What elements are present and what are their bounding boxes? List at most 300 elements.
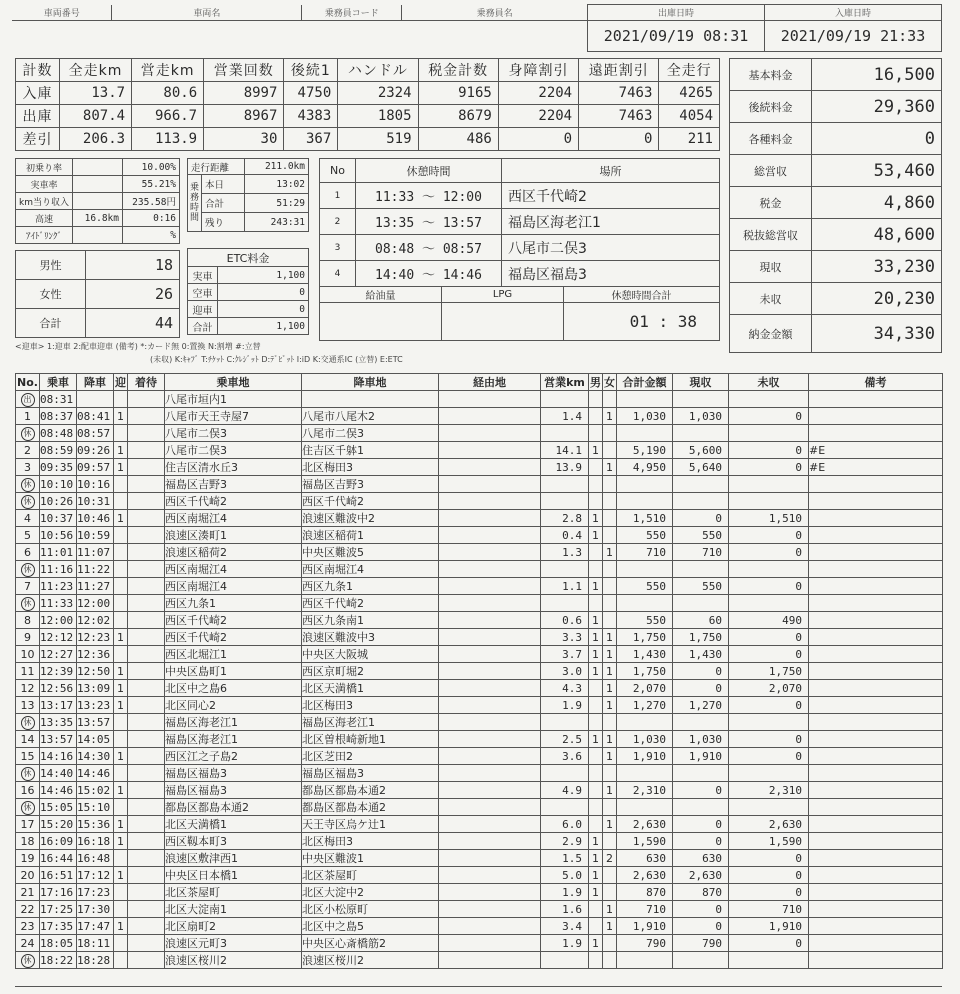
meter-header: 計数 xyxy=(16,59,60,82)
log-cell-to: 中央区心斎橋筋2 xyxy=(302,935,439,952)
log-cell-cash xyxy=(673,476,729,493)
log-cell-no: 6 xyxy=(16,544,40,561)
vehicle-name-label: 車両名 xyxy=(112,5,302,21)
log-cell-via xyxy=(439,918,541,935)
rest-stop-marker: 休 xyxy=(21,478,35,492)
lpg-label: LPG xyxy=(442,287,564,303)
log-cell-total: 1,030 xyxy=(617,408,673,425)
log-cell-un: 0 xyxy=(729,748,809,765)
log-cell-pick xyxy=(114,527,128,544)
log-cell-cash: 1,750 xyxy=(673,629,729,646)
log-cell-via xyxy=(439,748,541,765)
break-place: 西区千代崎2 xyxy=(502,183,720,209)
log-cell-no: 14 xyxy=(16,731,40,748)
log-cell-km: 0.6 xyxy=(541,612,589,629)
log-cell-cash: 550 xyxy=(673,527,729,544)
rate-label: km当り収入 xyxy=(16,193,73,210)
crew-code-label: 乗務員コード xyxy=(302,5,402,21)
log-cell-off: 12:02 xyxy=(77,612,114,629)
log-cell-un xyxy=(729,595,809,612)
meter-value: 2324 xyxy=(338,82,418,105)
log-cell-km: 4.3 xyxy=(541,680,589,697)
log-cell-km: 13.9 xyxy=(541,459,589,476)
log-cell-pick: 1 xyxy=(114,629,128,646)
passenger-label: 合計 xyxy=(16,309,86,338)
log-cell-km: 1.9 xyxy=(541,935,589,952)
log-cell-m xyxy=(589,799,603,816)
log-cell-un: 1,750 xyxy=(729,663,809,680)
log-cell-no xyxy=(16,493,40,510)
log-cell-on: 10:37 xyxy=(40,510,77,527)
log-cell-wait xyxy=(128,731,165,748)
log-cell-to: 北区芝田2 xyxy=(302,748,439,765)
break-total-value: 01 : 38 xyxy=(564,303,720,341)
log-cell-m xyxy=(589,816,603,833)
log-cell-note xyxy=(809,867,943,884)
log-cell-un xyxy=(729,476,809,493)
table-row xyxy=(16,561,943,578)
log-cell-un: 1,910 xyxy=(729,918,809,935)
table-row xyxy=(16,493,943,510)
log-cell-cash xyxy=(673,391,729,408)
log-cell-f xyxy=(603,425,617,442)
fare-row xyxy=(730,155,942,187)
crew-time-label: 乗務時間 xyxy=(188,175,202,232)
log-cell-cash: 1,430 xyxy=(673,646,729,663)
vehicle-number-label: 車両番号 xyxy=(12,5,112,21)
log-cell-no xyxy=(16,765,40,782)
rest-stop-marker: 休 xyxy=(21,495,35,509)
in-time-label: 入庫日時 xyxy=(765,5,942,21)
log-cell-cash: 0 xyxy=(673,782,729,799)
log-cell-via xyxy=(439,680,541,697)
log-cell-to: 北区天満橋1 xyxy=(302,680,439,697)
log-cell-to: 西区九条南1 xyxy=(302,612,439,629)
log-cell-on: 15:20 xyxy=(40,816,77,833)
log-cell-from: 西区千代崎2 xyxy=(165,612,302,629)
meter-value: 367 xyxy=(284,128,338,151)
log-cell-un xyxy=(729,391,809,408)
log-cell-un: 2,310 xyxy=(729,782,809,799)
distance-row-value: 51:29 xyxy=(244,194,309,213)
log-cell-km: 3.0 xyxy=(541,663,589,680)
rate-value: 10.00% xyxy=(122,159,179,176)
log-cell-on: 08:59 xyxy=(40,442,77,459)
log-cell-total: 870 xyxy=(617,884,673,901)
meter-value: 966.7 xyxy=(132,105,204,128)
etc-label: 空車 xyxy=(188,284,218,301)
meter-header: 遠距割引 xyxy=(579,59,659,82)
log-cell-f: 1 xyxy=(603,408,617,425)
log-cell-from: 福島区海老江1 xyxy=(165,731,302,748)
log-cell-km: 6.0 xyxy=(541,816,589,833)
log-cell-off: 14:46 xyxy=(77,765,114,782)
log-cell-off: 16:18 xyxy=(77,833,114,850)
log-cell-from: 北区同心2 xyxy=(165,697,302,714)
log-cell-un xyxy=(729,425,809,442)
distance-value: 211.0km xyxy=(244,159,309,175)
log-cell-f xyxy=(603,867,617,884)
log-cell-to: 都島区都島本通2 xyxy=(302,782,439,799)
log-cell-total: 550 xyxy=(617,612,673,629)
log-cell-total xyxy=(617,476,673,493)
table-row xyxy=(16,765,943,782)
log-cell-cash xyxy=(673,952,729,969)
log-cell-km xyxy=(541,493,589,510)
log-cell-total: 1,590 xyxy=(617,833,673,850)
log-cell-to: 八尾市八尾木2 xyxy=(302,408,439,425)
log-cell-total: 1,270 xyxy=(617,697,673,714)
fare-row xyxy=(730,283,942,315)
log-cell-no: 5 xyxy=(16,527,40,544)
log-cell-pick xyxy=(114,646,128,663)
log-cell-no: 17 xyxy=(16,816,40,833)
log-cell-f: 1 xyxy=(603,731,617,748)
log-cell-to: 北区大淀中2 xyxy=(302,884,439,901)
log-cell-f xyxy=(603,391,617,408)
log-cell-f xyxy=(603,884,617,901)
break-time: 11:33 ～ 12:00 xyxy=(356,183,502,209)
log-cell-pick xyxy=(114,765,128,782)
log-cell-on: 10:56 xyxy=(40,527,77,544)
log-cell-total: 1,750 xyxy=(617,629,673,646)
log-cell-off: 08:41 xyxy=(77,408,114,425)
meter-row xyxy=(16,128,720,151)
log-cell-from: 西区南堀江4 xyxy=(165,578,302,595)
log-cell-km: 3.7 xyxy=(541,646,589,663)
log-cell-from: 北区茶屋町 xyxy=(165,884,302,901)
table-row xyxy=(16,816,943,833)
log-cell-f xyxy=(603,476,617,493)
log-header: 営業km xyxy=(541,374,589,391)
log-cell-wait xyxy=(128,935,165,952)
log-cell-pick xyxy=(114,884,128,901)
log-cell-note xyxy=(809,646,943,663)
break-no: 2 xyxy=(320,209,356,235)
log-cell-wait xyxy=(128,527,165,544)
log-cell-note xyxy=(809,561,943,578)
rate-extra xyxy=(72,227,122,244)
log-cell-cash xyxy=(673,799,729,816)
log-cell-off: 10:16 xyxy=(77,476,114,493)
log-cell-pick xyxy=(114,425,128,442)
log-cell-wait xyxy=(128,901,165,918)
log-cell-m xyxy=(589,714,603,731)
log-cell-note xyxy=(809,663,943,680)
log-cell-off: 12:50 xyxy=(77,663,114,680)
meter-value: 807.4 xyxy=(60,105,132,128)
log-cell-from: 西区千代崎2 xyxy=(165,493,302,510)
log-cell-via xyxy=(439,459,541,476)
rate-extra xyxy=(72,193,122,210)
log-cell-km: 3.4 xyxy=(541,918,589,935)
log-cell-m xyxy=(589,595,603,612)
log-cell-f xyxy=(603,510,617,527)
log-cell-m: 1 xyxy=(589,646,603,663)
log-cell-un: 0 xyxy=(729,731,809,748)
log-cell-to: 北区小松原町 xyxy=(302,901,439,918)
log-cell-to: 中央区難波5 xyxy=(302,544,439,561)
log-cell-total: 2,630 xyxy=(617,867,673,884)
log-cell-off: 12:23 xyxy=(77,629,114,646)
log-cell-f xyxy=(603,442,617,459)
log-cell-cash: 790 xyxy=(673,935,729,952)
table-row xyxy=(16,629,943,646)
log-cell-on: 18:22 xyxy=(40,952,77,969)
fare-row xyxy=(730,219,942,251)
log-cell-to: 中央区大阪城 xyxy=(302,646,439,663)
table-row xyxy=(16,578,943,595)
log-cell-wait xyxy=(128,867,165,884)
log-cell-f: 1 xyxy=(603,629,617,646)
log-cell-note xyxy=(809,391,943,408)
passenger-value: 26 xyxy=(86,280,180,309)
log-cell-un: 490 xyxy=(729,612,809,629)
meters-block xyxy=(15,58,720,151)
log-cell-total xyxy=(617,595,673,612)
log-header: 乗車地 xyxy=(165,374,302,391)
log-cell-pick xyxy=(114,731,128,748)
meter-value: 0 xyxy=(579,128,659,151)
meter-value: 4750 xyxy=(284,82,338,105)
log-cell-from: 浪速区元町3 xyxy=(165,935,302,952)
log-cell-off: 12:36 xyxy=(77,646,114,663)
log-cell-cash: 1,030 xyxy=(673,408,729,425)
log-cell-total: 1,910 xyxy=(617,748,673,765)
log-cell-to: 北区中之島5 xyxy=(302,918,439,935)
break-no: 4 xyxy=(320,261,356,287)
log-cell-f xyxy=(603,935,617,952)
log-cell-no xyxy=(16,714,40,731)
log-cell-m: 1 xyxy=(589,629,603,646)
passenger-block xyxy=(15,250,180,338)
log-cell-off: 09:26 xyxy=(77,442,114,459)
log-cell-f: 1 xyxy=(603,901,617,918)
log-cell-off: 18:11 xyxy=(77,935,114,952)
etc-row xyxy=(188,284,309,301)
log-cell-wait xyxy=(128,544,165,561)
log-cell-off: 17:12 xyxy=(77,867,114,884)
log-cell-cash: 0 xyxy=(673,901,729,918)
fuel-value xyxy=(320,303,442,341)
log-cell-total xyxy=(617,765,673,782)
log-cell-via xyxy=(439,663,541,680)
log-cell-m xyxy=(589,425,603,442)
fare-label: 後続料金 xyxy=(730,91,812,123)
log-cell-f: 1 xyxy=(603,544,617,561)
log-cell-off: 11:27 xyxy=(77,578,114,595)
log-cell-cash: 1,270 xyxy=(673,697,729,714)
log-cell-no: 21 xyxy=(16,884,40,901)
log-cell-pick xyxy=(114,578,128,595)
log-cell-m xyxy=(589,748,603,765)
log-cell-wait xyxy=(128,459,165,476)
log-cell-pick: 1 xyxy=(114,867,128,884)
log-cell-note xyxy=(809,425,943,442)
log-cell-to: 中央区難波1 xyxy=(302,850,439,867)
distance-block xyxy=(187,158,309,232)
log-cell-cash: 60 xyxy=(673,612,729,629)
log-cell-pick xyxy=(114,935,128,952)
table-row xyxy=(16,901,943,918)
log-cell-m: 1 xyxy=(589,884,603,901)
log-cell-on: 16:44 xyxy=(40,850,77,867)
log-cell-on: 09:35 xyxy=(40,459,77,476)
passenger-row xyxy=(16,251,180,280)
log-cell-total xyxy=(617,799,673,816)
log-cell-from: 北区扇町2 xyxy=(165,918,302,935)
log-cell-m xyxy=(589,561,603,578)
log-cell-pick xyxy=(114,561,128,578)
log-cell-on: 12:27 xyxy=(40,646,77,663)
rates-block xyxy=(15,158,180,244)
meter-value: 211 xyxy=(659,128,720,151)
break-row xyxy=(320,183,720,209)
log-cell-from: 八尾市垣内1 xyxy=(165,391,302,408)
meter-value: 1805 xyxy=(338,105,418,128)
rate-row xyxy=(16,210,180,227)
log-cell-f: 1 xyxy=(603,646,617,663)
log-cell-no: 15 xyxy=(16,748,40,765)
log-cell-cash xyxy=(673,714,729,731)
log-cell-f: 1 xyxy=(603,697,617,714)
log-cell-to: 八尾市二俣3 xyxy=(302,425,439,442)
log-cell-km xyxy=(541,952,589,969)
log-cell-cash: 1,030 xyxy=(673,731,729,748)
log-cell-via xyxy=(439,697,541,714)
log-cell-to: 西区京町堀2 xyxy=(302,663,439,680)
table-row xyxy=(16,697,943,714)
fare-row xyxy=(730,91,942,123)
log-cell-total: 2,630 xyxy=(617,816,673,833)
table-row xyxy=(16,833,943,850)
passenger-value: 44 xyxy=(86,309,180,338)
log-header: 経由地 xyxy=(439,374,541,391)
log-cell-note xyxy=(809,748,943,765)
log-cell-pick xyxy=(114,476,128,493)
log-cell-m: 1 xyxy=(589,442,603,459)
log-cell-no: 13 xyxy=(16,697,40,714)
breaks-header-row xyxy=(320,159,720,183)
table-row xyxy=(16,867,943,884)
log-cell-total: 2,070 xyxy=(617,680,673,697)
log-cell-cash: 710 xyxy=(673,544,729,561)
log-cell-via xyxy=(439,901,541,918)
log-cell-off: 17:23 xyxy=(77,884,114,901)
log-cell-pick: 1 xyxy=(114,816,128,833)
log-header: No. xyxy=(17,375,38,389)
log-cell-note xyxy=(809,816,943,833)
table-row xyxy=(16,646,943,663)
breaks-header: 休憩時間 xyxy=(356,159,502,183)
break-time: 14:40 ～ 14:46 xyxy=(356,261,502,287)
log-cell-off: 10:31 xyxy=(77,493,114,510)
log-cell-wait xyxy=(128,833,165,850)
meter-header: 全走km xyxy=(60,59,132,82)
log-cell-from: 西区九条1 xyxy=(165,595,302,612)
log-cell-no xyxy=(16,425,40,442)
log-cell-no: 2 xyxy=(16,442,40,459)
log-cell-wait xyxy=(128,595,165,612)
log-cell-off: 15:10 xyxy=(77,799,114,816)
meter-header: 全走行 xyxy=(659,59,720,82)
meter-header: ハンドル xyxy=(338,59,418,82)
log-cell-off: 16:48 xyxy=(77,850,114,867)
log-cell-f xyxy=(603,595,617,612)
break-place: 福島区海老江1 xyxy=(502,209,720,235)
log-cell-pick xyxy=(114,391,128,408)
log-cell-on: 12:12 xyxy=(40,629,77,646)
log-cell-pick: 1 xyxy=(114,697,128,714)
log-cell-note xyxy=(809,884,943,901)
log-cell-no xyxy=(16,952,40,969)
log-cell-m xyxy=(589,901,603,918)
log-cell-on: 08:31 xyxy=(40,391,77,408)
log-cell-total xyxy=(617,952,673,969)
log-cell-off: 14:05 xyxy=(77,731,114,748)
fare-row xyxy=(730,187,942,219)
table-row xyxy=(16,663,943,680)
log-cell-m: 1 xyxy=(589,578,603,595)
log-cell-from: 福島区海老江1 xyxy=(165,714,302,731)
rate-extra xyxy=(72,176,122,193)
log-cell-f xyxy=(603,765,617,782)
log-cell-total: 550 xyxy=(617,578,673,595)
log-cell-pick: 1 xyxy=(114,748,128,765)
log-cell-f: 1 xyxy=(603,680,617,697)
log-header: 現収 xyxy=(673,374,729,391)
log-cell-via xyxy=(439,833,541,850)
log-cell-total xyxy=(617,425,673,442)
log-cell-wait xyxy=(128,952,165,969)
log-cell-km: 1.3 xyxy=(541,544,589,561)
log-cell-pick: 1 xyxy=(114,833,128,850)
log-cell-m xyxy=(589,697,603,714)
meter-value: 80.6 xyxy=(132,82,204,105)
meter-value: 113.9 xyxy=(132,128,204,151)
log-cell-pick: 1 xyxy=(114,510,128,527)
passenger-label: 女性 xyxy=(16,280,86,309)
distance-row-label: 本日 xyxy=(202,175,245,194)
meter-value: 7463 xyxy=(579,82,659,105)
table-row xyxy=(16,544,943,561)
log-cell-no xyxy=(16,561,40,578)
etc-row xyxy=(188,318,309,335)
log-cell-m xyxy=(589,493,603,510)
log-cell-no xyxy=(16,595,40,612)
log-cell-via xyxy=(439,952,541,969)
log-cell-to: 浪速区難波中3 xyxy=(302,629,439,646)
etc-row xyxy=(188,301,309,318)
log-cell-cash xyxy=(673,425,729,442)
meter-row-label: 入庫 xyxy=(16,82,60,105)
break-no: 3 xyxy=(320,235,356,261)
log-cell-from: 浪速区敷津西1 xyxy=(165,850,302,867)
log-cell-wait xyxy=(128,561,165,578)
log-cell-on: 17:16 xyxy=(40,884,77,901)
log-cell-no: 4 xyxy=(16,510,40,527)
log-cell-from: 西区靱本町3 xyxy=(165,833,302,850)
log-cell-un: 2,630 xyxy=(729,816,809,833)
log-header: 合計金額 xyxy=(617,374,673,391)
etc-value: 0 xyxy=(218,284,309,301)
log-cell-to: 住吉区千躰1 xyxy=(302,442,439,459)
rate-value: 0:16 xyxy=(122,210,179,227)
log-cell-cash: 870 xyxy=(673,884,729,901)
log-cell-un: 0 xyxy=(729,578,809,595)
log-cell-cash: 0 xyxy=(673,663,729,680)
log-cell-total xyxy=(617,714,673,731)
